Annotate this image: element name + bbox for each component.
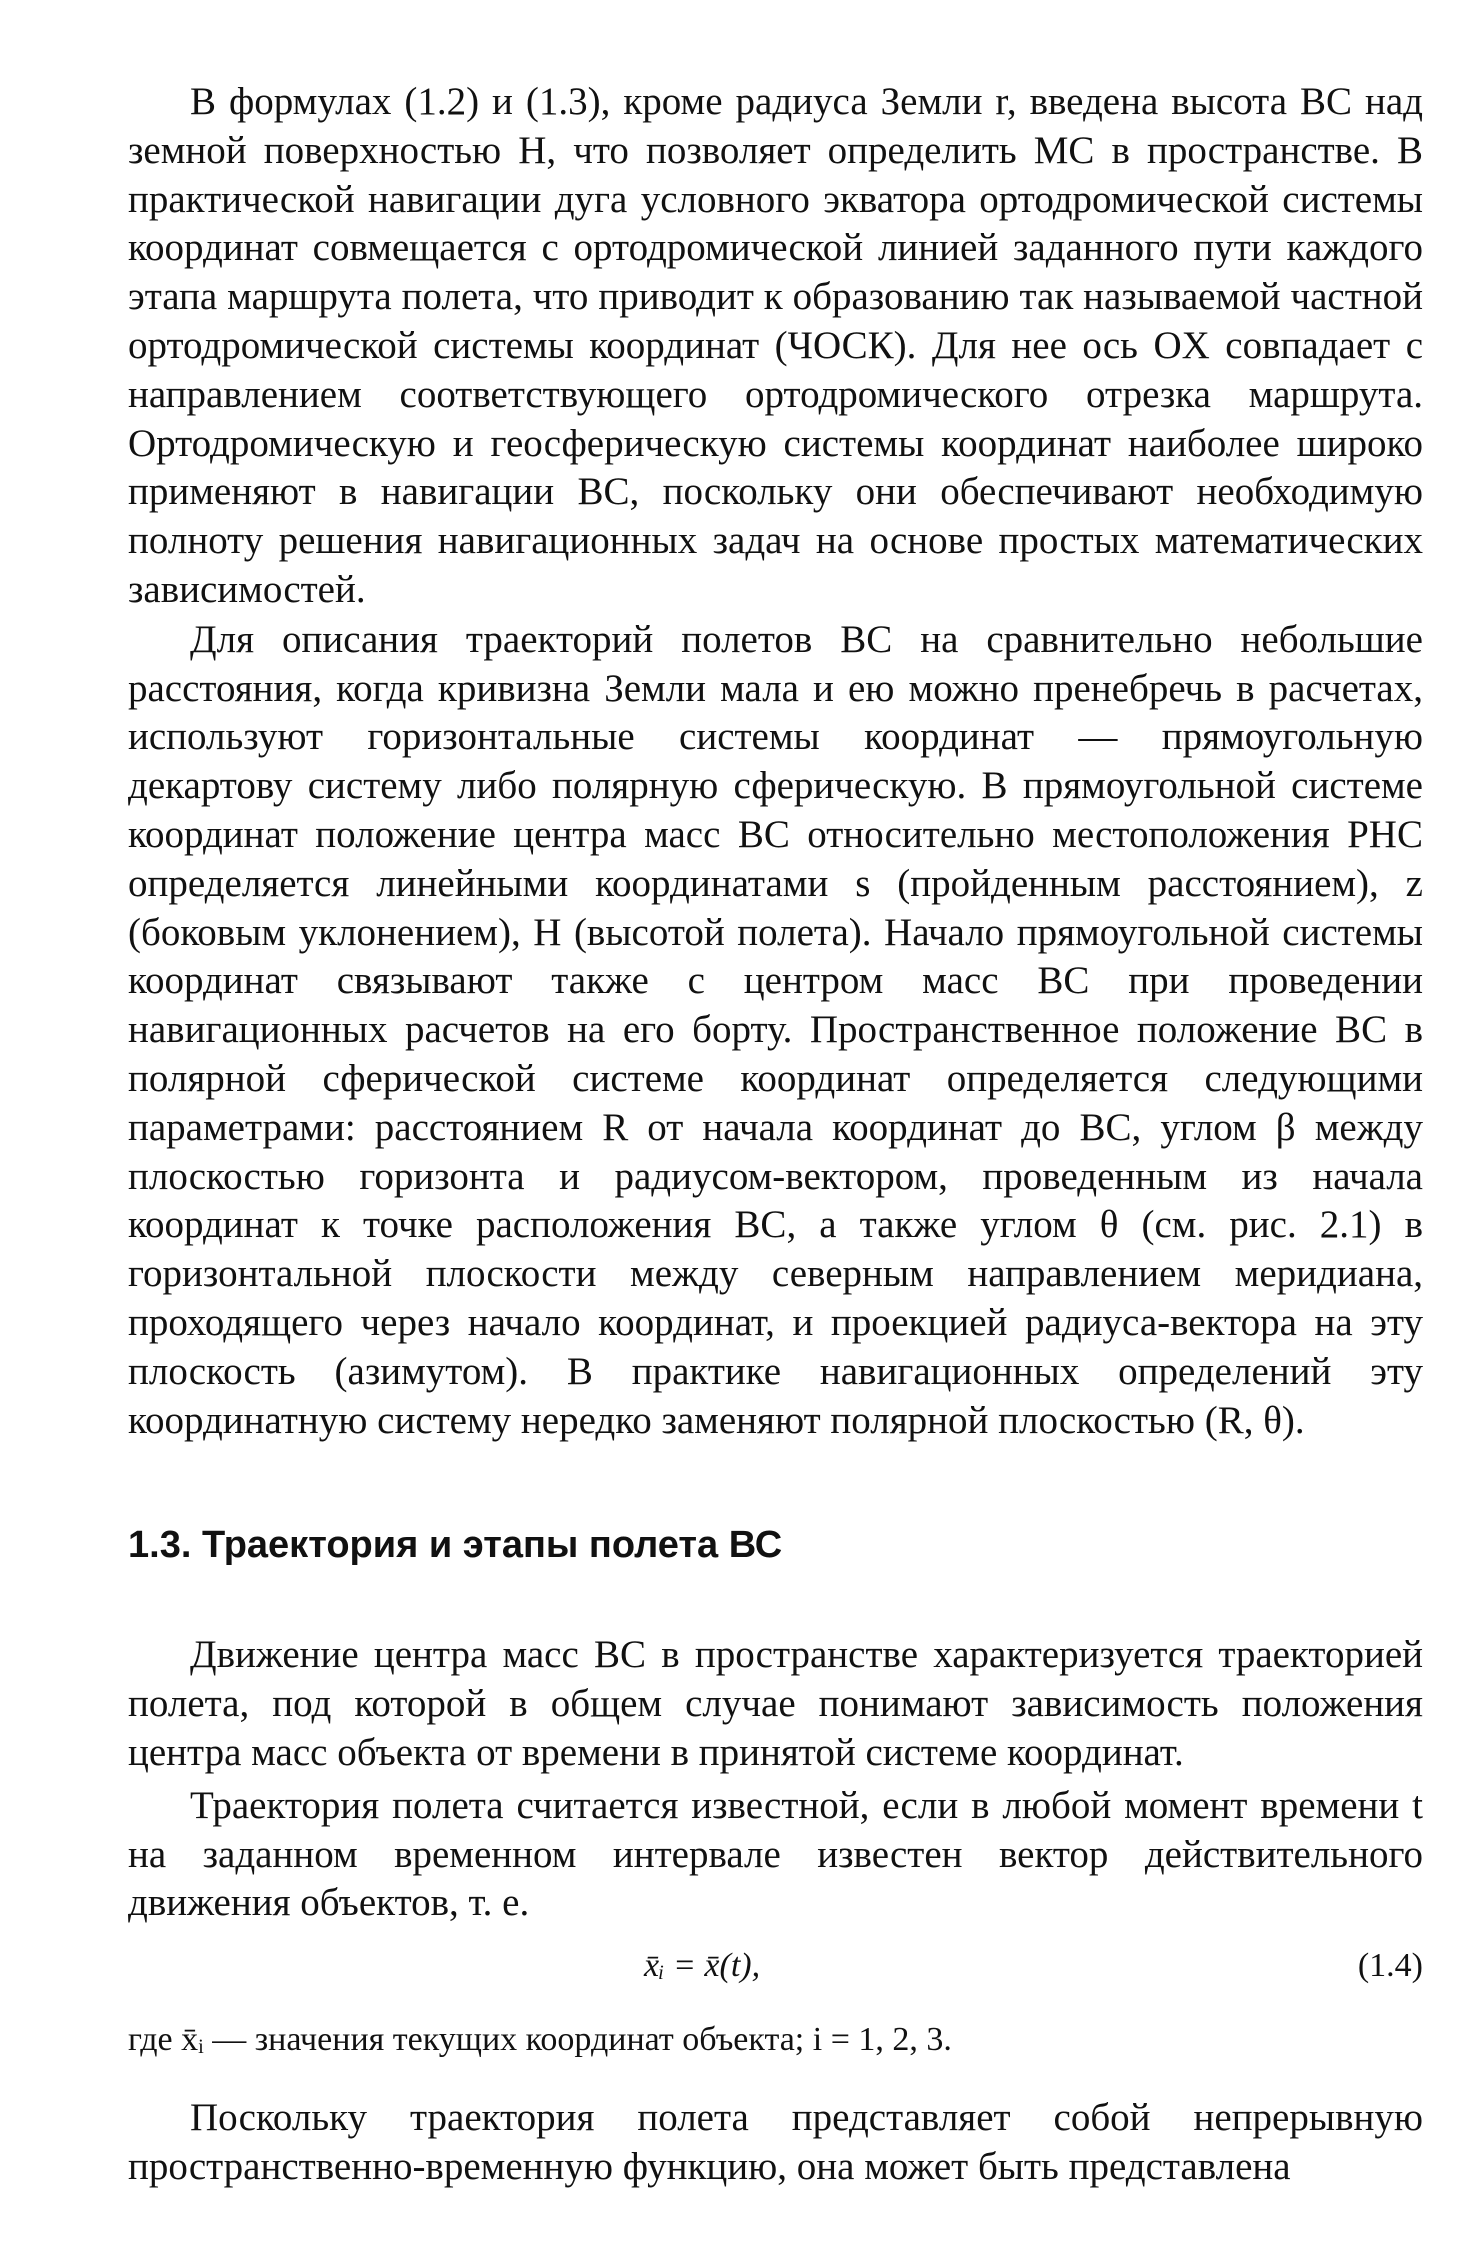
section-heading: 1.3. Траектория и этапы полета ВС bbox=[128, 1524, 783, 1567]
paragraph-trajectory-known: Траектория полета считается известной, если в любой момент времени t на заданном временном интервале известен вектор действительного движения объектов, т. е. bbox=[128, 1783, 1423, 1925]
page-content bbox=[128, 78, 1423, 2192]
equation-note: где x̄ᵢ — значения текущих координат объекта; i = 1, 2, 3. bbox=[128, 2021, 952, 2059]
equation-number: (1.4) bbox=[1357, 1947, 1423, 1985]
paragraph-horizontal-systems: Для описания траекторий полетов ВС на сравнительно небольшие расстояния, когда кривизна Земли мала и ею можно пренебречь в расчетах, используют горизонтальные системы координат — прямоугольную декартову систему либо полярную сферическую. В прямоугольной системе координат положение центра масс ВС относительно местоположения РНС определяется линейными координатами s (пройденным расстоянием), z (боковым уклонением), H (высотой полета). Начало прямоугольной системы координат связывают также с центром масс ВС при проведении навигационных расчетов на его борту. Пространственное положение ВС в полярной сферической системе координат определяется следующими параметрами: расстоянием R от начала координат до ВС, углом β между плоскостью горизонта и радиусом-вектором, проведенным из начала координат к точке расположения ВС, а также углом θ (см. рис. 2.1) в горизонтальной плоскости между северным направлением меридиана, проходящего через начало координат, и проекцией радиуса-вектора на эту плоскость (азимутом). В практике навигационных определений эту координатную систему нередко заменяют полярной плоскостью (R, θ). bbox=[128, 617, 1423, 1442]
paragraph-coordinate-systems: В формулах (1.2) и (1.3), кроме радиуса Земли r, введена высота ВС над земной поверхностью H, что позволяет определить МС в пространстве. В практической навигации дуга условного экватора ортодромической системы координат совмещается с ортодромической линией заданного пути каждого этапа маршрута полета, что приводит к образованию так называемой частной ортодромической системы координат (ЧОСК). Для нее ось OX совпадает с направлением соответствующего ортодромического отрезка маршрута. Ортодромическую и геосферическую системы координат наиболее широко применяют в навигации ВС, поскольку они обеспечивают необходимую полноту решения навигационных задач на основе простых математических зависимостей. bbox=[128, 80, 1423, 611]
equation: x̄ᵢ = x̄(t), bbox=[644, 1947, 761, 1985]
paragraph-trajectory-function: Поскольку траектория полета представляет собой непрерывную пространственно-временную функцию, она может быть представлена bbox=[128, 2096, 1423, 2188]
paragraph-trajectory-definition: Движение центра масс ВС в пространстве характеризуется траекторией полета, под которой в общем случае понимают зависимость положения центра масс объекта от времени в принятой системе координат. bbox=[128, 1633, 1423, 1774]
equation-block bbox=[128, 1934, 1423, 1998]
